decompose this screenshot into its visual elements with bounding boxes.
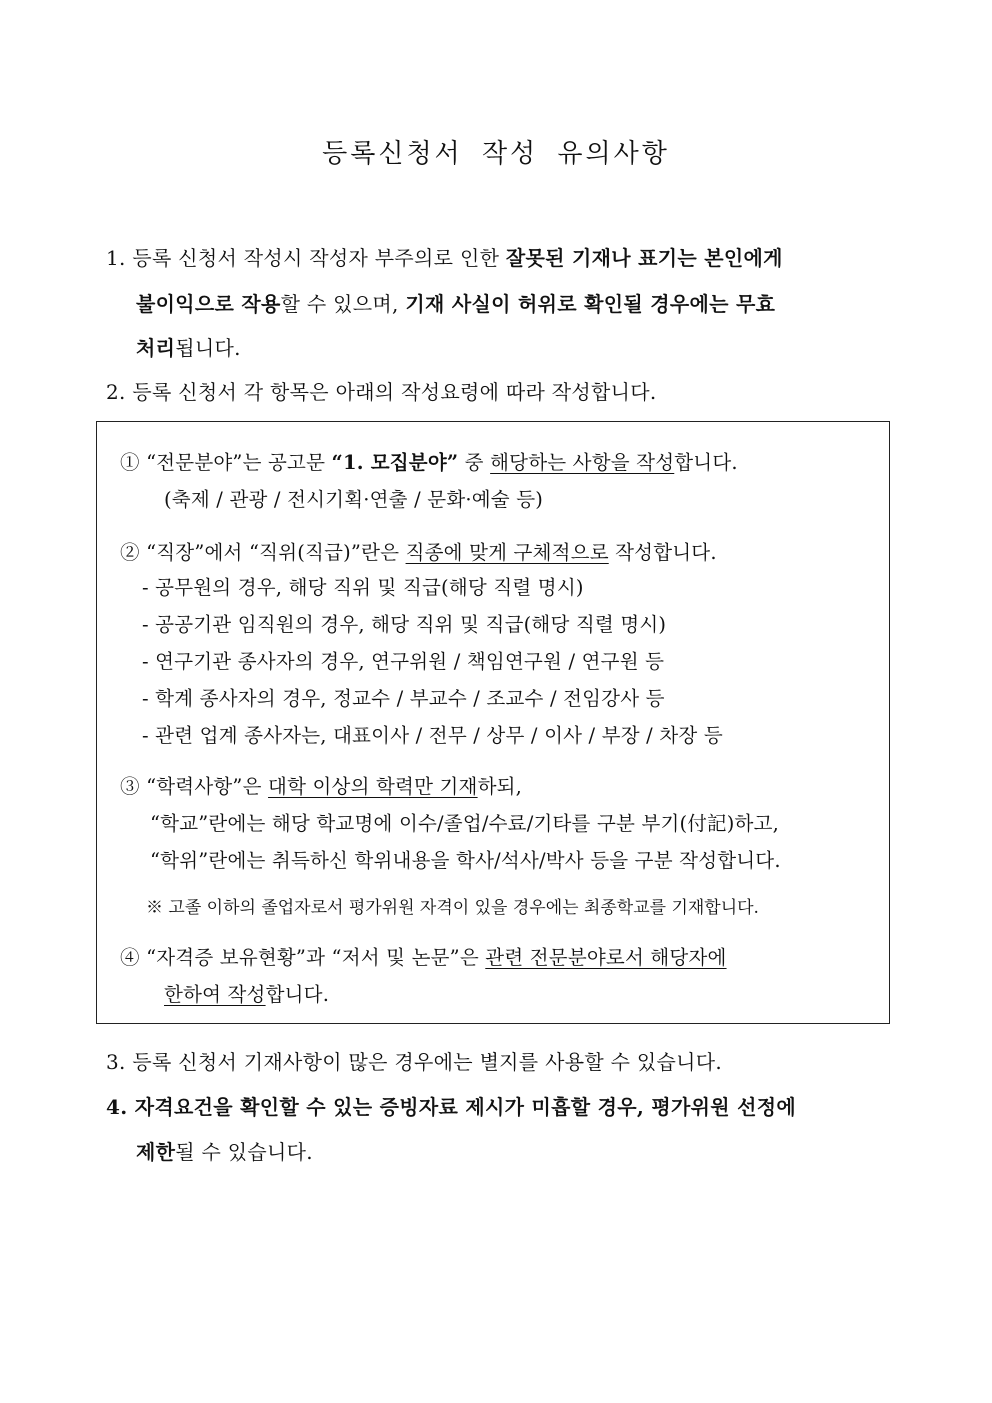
guideline-3	[120, 771, 522, 799]
item-1-bold-a: 잘못된 기재나 표기는 본인에게	[505, 246, 783, 270]
guideline-1-underline: 해당하는 사항을 작성	[490, 451, 675, 474]
item-1-text-a: 등록 신청서 작성시 작성자 부주의로 인한	[132, 246, 506, 270]
item-4-line-1	[106, 1091, 796, 1120]
item-1-text-c: 됩니다.	[175, 336, 241, 360]
guideline-4-number: ④	[120, 946, 140, 969]
guideline-2-bullet: - 연구기관 종사자의 경우, 연구위원 / 책임연구원 / 연구원 등	[142, 650, 665, 673]
item-4-bold: 제한	[136, 1140, 176, 1164]
item-1-line-2	[136, 288, 775, 317]
item-1-bold-d: 처리	[136, 336, 176, 360]
item-4-text-b: 될 수 있습니다.	[175, 1140, 313, 1164]
guideline-2	[120, 537, 717, 565]
item-2-text: 등록 신청서 각 항목은 아래의 작성요령에 따라 작성합니다.	[132, 380, 657, 404]
item-4-number: 4.	[106, 1095, 128, 1119]
guideline-2-bullet: - 공무원의 경우, 해당 직위 및 직급(해당 직렬 명시)	[142, 576, 584, 599]
guideline-2-number: ②	[120, 541, 140, 564]
item-2-number: 2.	[106, 380, 126, 404]
item-1-bold-b: 불이익으로 작용	[136, 292, 281, 316]
guideline-3-text-b: 하되,	[477, 775, 523, 798]
guideline-4-underline-2: 한하여 작성	[164, 983, 266, 1006]
guideline-4-text-a: “자격증 보유현황”과 “저서 및 논문”은	[139, 946, 486, 969]
guideline-1-text-b: 중	[458, 451, 491, 474]
guideline-4	[120, 942, 727, 970]
guideline-4-text-b: 합니다.	[265, 983, 330, 1006]
guideline-1	[120, 447, 738, 475]
guideline-3-degree: “학위”란에는 취득하신 학위내용을 학사/석사/박사 등을 구분 작성합니다.	[150, 849, 781, 872]
item-3-number: 3.	[106, 1050, 126, 1074]
guideline-1-number: ①	[120, 451, 140, 474]
guideline-4-underline: 관련 전문분야로서 해당자에	[485, 946, 727, 969]
item-1-line-1	[106, 242, 783, 271]
item-1-bold-c: 기재 사실이 허위로 확인될 경우에는 무효	[405, 292, 776, 316]
guideline-3-text-a: “학력사항”은	[139, 775, 269, 798]
item-4-text: 자격요건을 확인할 수 있는 증빙자료 제시가 미흡할 경우, 평가위원 선정에	[134, 1095, 796, 1119]
page-title: 등록신청서 작성 유의사항	[322, 139, 670, 169]
item-3-text: 등록 신청서 기재사항이 많은 경우에는 별지를 사용할 수 있습니다.	[132, 1050, 723, 1074]
guideline-3-number: ③	[120, 775, 140, 798]
guideline-2-bullet: - 학계 종사자의 경우, 정교수 / 부교수 / 조교수 / 전임강사 등	[142, 687, 665, 710]
item-4-line-2	[136, 1136, 313, 1165]
guideline-4-line-2	[164, 979, 329, 1007]
item-3	[106, 1046, 722, 1075]
item-1-number: 1.	[106, 246, 126, 270]
item-2	[106, 376, 657, 405]
item-1-line-3	[136, 332, 241, 361]
guideline-2-text-b: 작성합니다.	[608, 541, 717, 564]
guideline-1-text-c: 합니다.	[674, 451, 738, 474]
guideline-3-school: “학교”란에는 해당 학교명에 이수/졸업/수료/기타를 구분 부기(付記)하고,	[150, 812, 780, 835]
guideline-2-bullet: - 공공기관 임직원의 경우, 해당 직위 및 직급(해당 직렬 명시)	[142, 613, 667, 636]
guideline-3-underline: 대학 이상의 학력만 기재	[268, 775, 478, 798]
guideline-2-text-a: “직장”에서 “직위(직급)”란은	[139, 541, 406, 564]
guideline-1-sub: (축제 / 관광 / 전시기획·연출 / 문화·예술 등)	[164, 488, 544, 511]
item-1-text-b: 할 수 있으며,	[280, 292, 406, 316]
guideline-1-text-a: “전문분야”는 공고문	[139, 451, 332, 474]
guideline-2-underline: 직종에 맞게 구체적으로	[405, 541, 609, 564]
guideline-3-note: ※ 고졸 이하의 졸업자로서 평가위원 자격이 있을 경우에는 최종학교를 기재합니다.	[146, 898, 759, 918]
guideline-2-bullet: - 관련 업계 종사자는, 대표이사 / 전무 / 상무 / 이사 / 부장 / 차장 등	[142, 724, 723, 747]
guideline-1-bold: “1. 모집분야”	[331, 451, 459, 474]
